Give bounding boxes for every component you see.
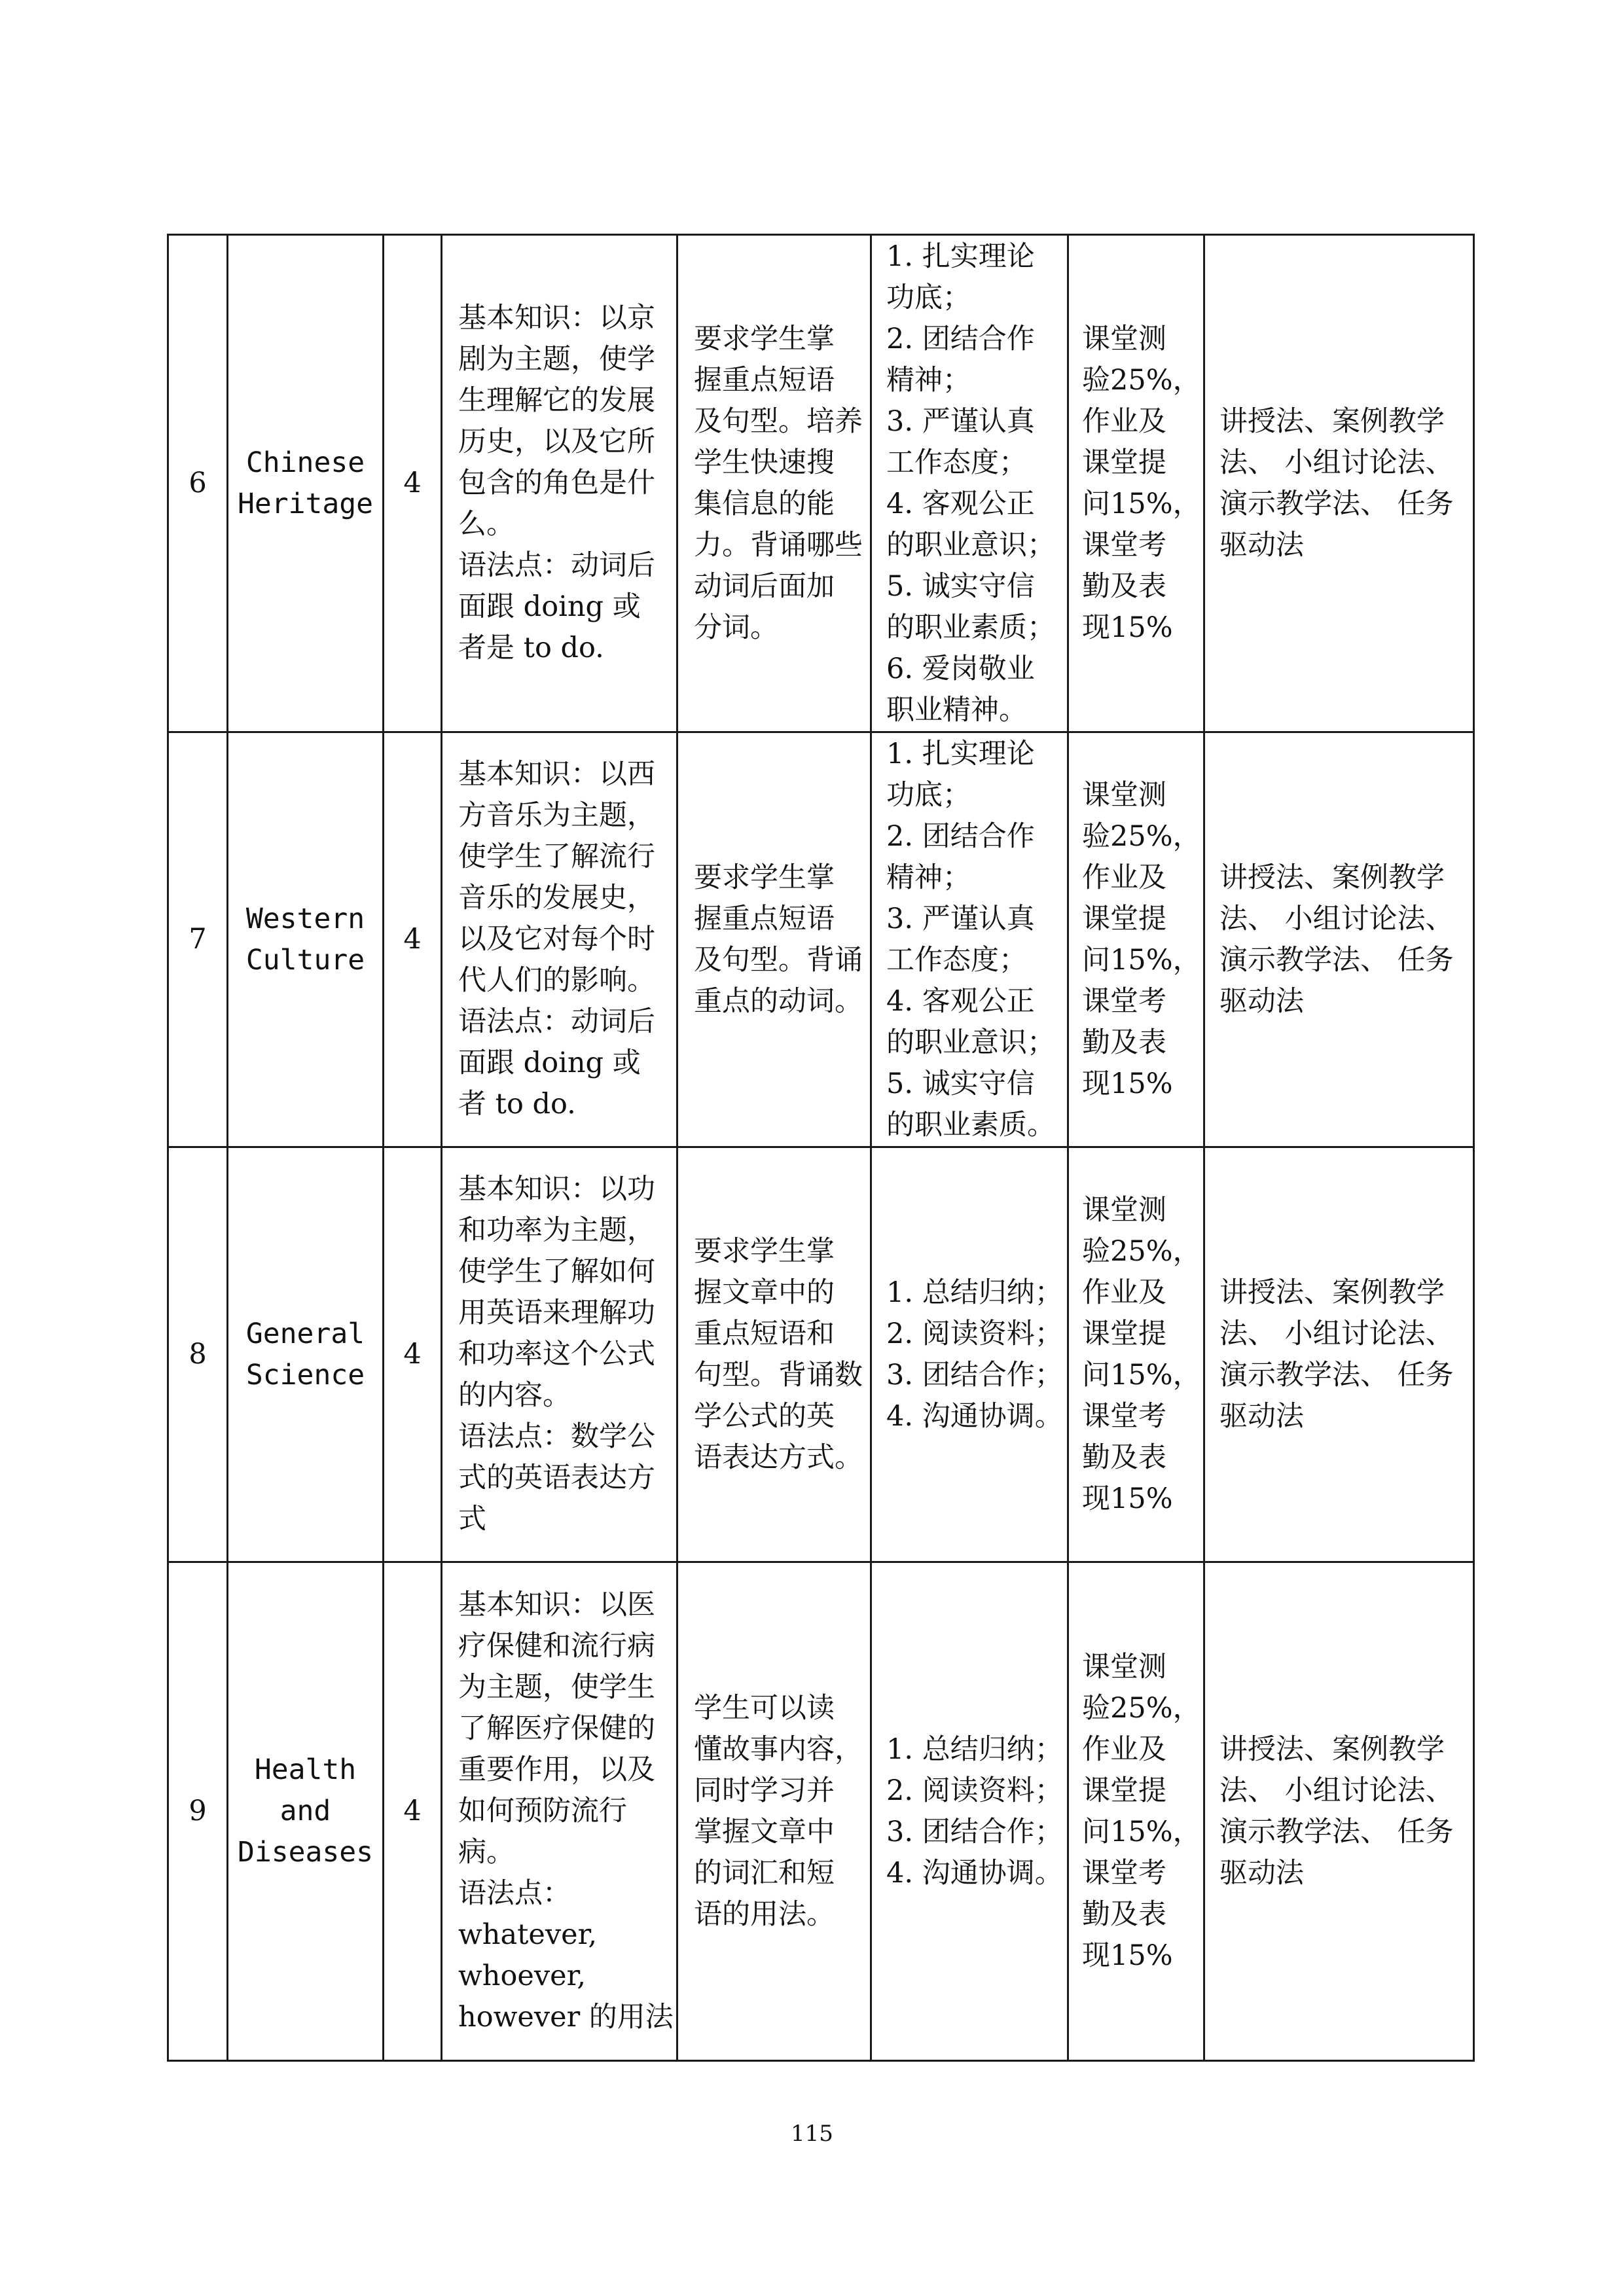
text-line: 作业及 <box>1082 861 1166 894</box>
text-line: 课堂提 <box>1082 1317 1166 1350</box>
text-line: 5. 诚实守信 <box>886 1067 1035 1100</box>
text-line: 2. 团结合作 <box>886 322 1035 355</box>
text-line: 法、 小组讨论法、 <box>1219 1317 1454 1350</box>
text-line: 学生快速搜 <box>694 446 835 479</box>
goal-lines <box>678 1688 870 1935</box>
text-line: 的内容。 <box>458 1379 571 1412</box>
text-line: 要求学生掌 <box>694 322 835 355</box>
quality-cell <box>871 1147 1068 1562</box>
quality-cell <box>871 732 1068 1147</box>
text-line: 以及它对每个时 <box>458 923 655 956</box>
text-line: 4. 客观公正 <box>886 984 1035 1018</box>
text-line: 重点的动词。 <box>694 984 863 1018</box>
text-line: 驱动法 <box>1219 984 1304 1018</box>
text-line: 现15% <box>1082 1067 1173 1100</box>
text-line: 验25%， <box>1082 819 1201 853</box>
content-lines <box>442 1169 676 1540</box>
text-line: 及句型。背诵 <box>694 943 863 977</box>
text-line: 集信息的能 <box>694 487 835 520</box>
text-line: 课堂提 <box>1082 1774 1166 1807</box>
text-line: 验25%， <box>1082 1691 1201 1725</box>
assessment-cell <box>1068 1147 1204 1562</box>
content-cell <box>442 235 677 732</box>
text-line: 1. 总结归纳； <box>886 1732 1063 1766</box>
text-line: 懂故事内容， <box>694 1732 863 1766</box>
teaching-method-cell <box>1204 235 1474 732</box>
text-line: 使学生了解流行 <box>458 840 655 873</box>
unit-number-cell: 7 <box>168 732 228 1147</box>
assessment-lines <box>1069 319 1203 649</box>
text-line: 驱动法 <box>1219 528 1304 562</box>
text-line: 分词。 <box>694 611 778 644</box>
text-line: 3. 严谨认真 <box>886 902 1035 935</box>
text-line: 代人们的影响。 <box>458 964 655 997</box>
text-line: 演示教学法、 任务 <box>1219 487 1454 520</box>
text-line: 讲授法、案例教学 <box>1219 1732 1445 1766</box>
unit-title-cell <box>228 1562 384 2061</box>
text-line: 现15% <box>1082 611 1173 644</box>
goal-cell <box>677 1562 871 2061</box>
hours-cell: 4 <box>384 732 442 1147</box>
text-line: 和功率这个公式 <box>458 1338 655 1371</box>
text-line: 问15%， <box>1082 1358 1201 1391</box>
text-line: whatever, <box>458 1918 598 1951</box>
text-line: Health <box>254 1753 357 1786</box>
text-line: 为主题，使学生 <box>458 1671 655 1704</box>
text-line: 课堂提 <box>1082 446 1166 479</box>
text-line: 课堂测 <box>1082 1193 1166 1227</box>
teaching-method-lines <box>1205 1729 1473 1894</box>
text-line: 课堂考 <box>1082 984 1166 1018</box>
assessment-cell <box>1068 732 1204 1147</box>
text-line: 课堂考 <box>1082 528 1166 562</box>
text-line: 的职业素质； <box>886 611 1055 644</box>
text-line: 作业及 <box>1082 1732 1166 1766</box>
unit-title-cell <box>228 1147 384 1562</box>
content-cell <box>442 732 677 1147</box>
text-line: 精神； <box>886 861 971 894</box>
text-line: Heritage <box>237 487 374 520</box>
text-line: 式的英语表达方 <box>458 1462 655 1494</box>
text-line: 驱动法 <box>1219 1856 1304 1890</box>
text-line: 4. 沟通协调。 <box>886 1856 1063 1890</box>
goal-cell <box>677 235 871 732</box>
text-line: 讲授法、案例教学 <box>1219 404 1445 438</box>
text-line: 要求学生掌 <box>694 861 835 894</box>
unit-title-lines <box>228 1749 382 1873</box>
assessment-lines <box>1069 775 1203 1105</box>
table-row <box>168 732 1474 1147</box>
text-line: 重点短语和 <box>694 1317 835 1350</box>
hours-cell: 4 <box>384 1147 442 1562</box>
text-line: 历史，以及它所 <box>458 425 655 458</box>
text-line: 课堂测 <box>1082 1650 1166 1683</box>
teaching-method-cell <box>1204 1562 1474 2061</box>
content-lines <box>442 298 676 669</box>
text-line: 4. 客观公正 <box>886 487 1035 520</box>
syllabus-table <box>167 234 1475 2062</box>
text-line: 和功率为主题， <box>458 1214 655 1247</box>
text-line: 3. 团结合作； <box>886 1815 1063 1848</box>
goal-cell <box>677 1147 871 1562</box>
quality-lines <box>872 236 1067 731</box>
text-line: 驱动法 <box>1219 1399 1304 1433</box>
text-line: 握重点短语 <box>694 363 835 397</box>
text-line: 问15%， <box>1082 1815 1201 1848</box>
text-line: Science <box>245 1358 365 1391</box>
text-line: 用英语来理解功 <box>458 1297 655 1329</box>
content-lines <box>442 1585 676 2038</box>
content-lines <box>442 754 676 1125</box>
text-line: 如何预防流行 <box>458 1795 627 1827</box>
text-line: 1. 总结归纳； <box>886 1276 1063 1309</box>
text-line: 问15%， <box>1082 487 1201 520</box>
text-line: 验25%， <box>1082 363 1201 397</box>
text-line: 作业及 <box>1082 1276 1166 1309</box>
goal-lines <box>678 857 870 1022</box>
text-line: 了解医疗保健的 <box>458 1712 655 1745</box>
text-line: 病。 <box>458 1836 514 1869</box>
unit-title-lines <box>228 442 382 525</box>
text-line: 演示教学法、 任务 <box>1219 1358 1454 1391</box>
text-line: 课堂测 <box>1082 322 1166 355</box>
text-line: 工作态度； <box>886 446 1027 479</box>
text-line: 语法点：动词后 <box>458 1005 655 1038</box>
text-line: 的职业意识； <box>886 1026 1055 1059</box>
text-line: 的职业意识； <box>886 528 1055 562</box>
quality-lines <box>872 1272 1067 1437</box>
table-row <box>168 1147 1474 1562</box>
text-line: 3. 严谨认真 <box>886 404 1035 438</box>
text-line: 面跟 doing 或 <box>458 590 641 623</box>
text-line: 剧为主题，使学 <box>458 343 655 376</box>
text-line: 1. 扎实理论 <box>886 737 1035 770</box>
quality-cell <box>871 235 1068 732</box>
text-line: 2. 阅读资料； <box>886 1774 1063 1807</box>
text-line: 现15% <box>1082 1939 1173 1972</box>
teaching-method-lines <box>1205 401 1473 566</box>
text-line: 法、 小组讨论法、 <box>1219 446 1454 479</box>
text-line: 基本知识：以西 <box>458 758 655 791</box>
table-row <box>168 235 1474 732</box>
quality-lines <box>872 1729 1067 1894</box>
unit-number-cell: 6 <box>168 235 228 732</box>
quality-cell <box>871 1562 1068 2061</box>
text-line: 同时学习并 <box>694 1774 835 1807</box>
text-line: 力。背诵哪些 <box>694 528 863 562</box>
text-line: 包含的角色是什 <box>458 467 655 499</box>
text-line: 法、 小组讨论法、 <box>1219 902 1454 935</box>
text-line: 作业及 <box>1082 404 1166 438</box>
text-line: 使学生了解如何 <box>458 1255 655 1288</box>
text-line: 学公式的英 <box>694 1399 835 1433</box>
text-line: 3. 团结合作； <box>886 1358 1063 1391</box>
text-line: 现15% <box>1082 1482 1173 1515</box>
text-line: 基本知识：以京 <box>458 302 655 334</box>
text-line: whoever, <box>458 1960 586 1992</box>
text-line: 动词后面加 <box>694 569 835 603</box>
text-line: 5. 诚实守信 <box>886 569 1035 603</box>
text-line: 音乐的发展史， <box>458 882 655 914</box>
table-body <box>168 235 1474 2061</box>
text-line: 职业精神。 <box>886 693 1027 726</box>
teaching-method-cell <box>1204 732 1474 1147</box>
text-line: 学生可以读 <box>694 1691 835 1725</box>
unit-title-cell <box>228 732 384 1147</box>
text-line: 掌握文章中 <box>694 1815 835 1848</box>
text-line: 方音乐为主题， <box>458 799 655 832</box>
assessment-lines <box>1069 1190 1203 1520</box>
text-line: 课堂考 <box>1082 1856 1166 1890</box>
text-line: 生理解它的发展 <box>458 384 655 417</box>
text-line: and <box>280 1795 331 1827</box>
text-line: 者是 to do. <box>458 632 604 664</box>
text-line: 基本知识：以医 <box>458 1588 655 1621</box>
text-line: 语法点：动词后 <box>458 549 655 582</box>
hours-cell: 4 <box>384 1562 442 2061</box>
text-line: 问15%， <box>1082 943 1201 977</box>
text-line: 要求学生掌 <box>694 1234 835 1268</box>
text-line: 精神； <box>886 363 971 397</box>
text-line: 语法点：数学公 <box>458 1420 655 1453</box>
hours-cell: 4 <box>384 235 442 732</box>
text-line: 课堂提 <box>1082 902 1166 935</box>
text-line: General <box>245 1317 365 1350</box>
page-number: 115 <box>791 2121 833 2147</box>
text-line: Diseases <box>237 1836 374 1869</box>
text-line: 讲授法、案例教学 <box>1219 861 1445 894</box>
unit-number-cell: 8 <box>168 1147 228 1562</box>
text-line: 2. 阅读资料； <box>886 1317 1063 1350</box>
text-line: 讲授法、案例教学 <box>1219 1276 1445 1309</box>
text-line: 6. 爱岗敬业 <box>886 652 1035 685</box>
text-line: 么。 <box>458 508 514 541</box>
text-line: 握文章中的 <box>694 1276 835 1309</box>
text-line: 勤及表 <box>1082 1441 1166 1474</box>
table-row <box>168 1562 1474 2061</box>
unit-title-lines <box>228 1314 382 1396</box>
text-line: 勤及表 <box>1082 569 1166 603</box>
text-line: 演示教学法、 任务 <box>1219 943 1454 977</box>
text-line: 的职业素质。 <box>886 1108 1055 1141</box>
content-cell <box>442 1147 677 1562</box>
text-line: 疗保健和流行病 <box>458 1630 655 1662</box>
teaching-method-lines <box>1205 1272 1473 1437</box>
text-line: 勤及表 <box>1082 1026 1166 1059</box>
text-line: 的词汇和短 <box>694 1856 835 1890</box>
text-line: 功底； <box>886 778 971 812</box>
text-line: Western <box>245 902 365 935</box>
unit-number-cell: 9 <box>168 1562 228 2061</box>
teaching-method-lines <box>1205 857 1473 1022</box>
text-line: 课堂考 <box>1082 1399 1166 1433</box>
text-line: 语的用法。 <box>694 1897 835 1931</box>
quality-lines <box>872 734 1067 1146</box>
text-line: 者 to do. <box>458 1088 576 1121</box>
text-line: Chinese <box>245 446 365 479</box>
assessment-cell <box>1068 235 1204 732</box>
unit-title-lines <box>228 899 382 981</box>
assessment-cell <box>1068 1562 1204 2061</box>
text-line: 1. 扎实理论 <box>886 240 1035 273</box>
assessment-lines <box>1069 1647 1203 1977</box>
text-line: 基本知识：以功 <box>458 1173 655 1206</box>
text-line: 语法点： <box>458 1877 571 1910</box>
text-line: 法、 小组讨论法、 <box>1219 1774 1454 1807</box>
text-line: 面跟 doing 或 <box>458 1047 641 1079</box>
text-line: 验25%， <box>1082 1234 1201 1268</box>
content-cell <box>442 1562 677 2061</box>
goal-cell <box>677 732 871 1147</box>
text-line: however 的用法 <box>458 2001 674 2034</box>
text-line: 语表达方式。 <box>694 1441 863 1474</box>
text-line: 式 <box>458 1503 486 1535</box>
text-line: 功底； <box>886 281 971 314</box>
text-line: 及句型。培养 <box>694 404 863 438</box>
text-line: 句型。背诵数 <box>694 1358 863 1391</box>
text-line: 握重点短语 <box>694 902 835 935</box>
text-line: 工作态度； <box>886 943 1027 977</box>
goal-lines <box>678 319 870 649</box>
text-line: 4. 沟通协调。 <box>886 1399 1063 1433</box>
text-line: 2. 团结合作 <box>886 819 1035 853</box>
text-line: 演示教学法、 任务 <box>1219 1815 1454 1848</box>
goal-lines <box>678 1231 870 1479</box>
teaching-method-cell <box>1204 1147 1474 1562</box>
text-line: 课堂测 <box>1082 778 1166 812</box>
text-line: Culture <box>245 943 365 977</box>
text-line: 勤及表 <box>1082 1897 1166 1931</box>
unit-title-cell <box>228 235 384 732</box>
text-line: 重要作用，以及 <box>458 1753 655 1786</box>
